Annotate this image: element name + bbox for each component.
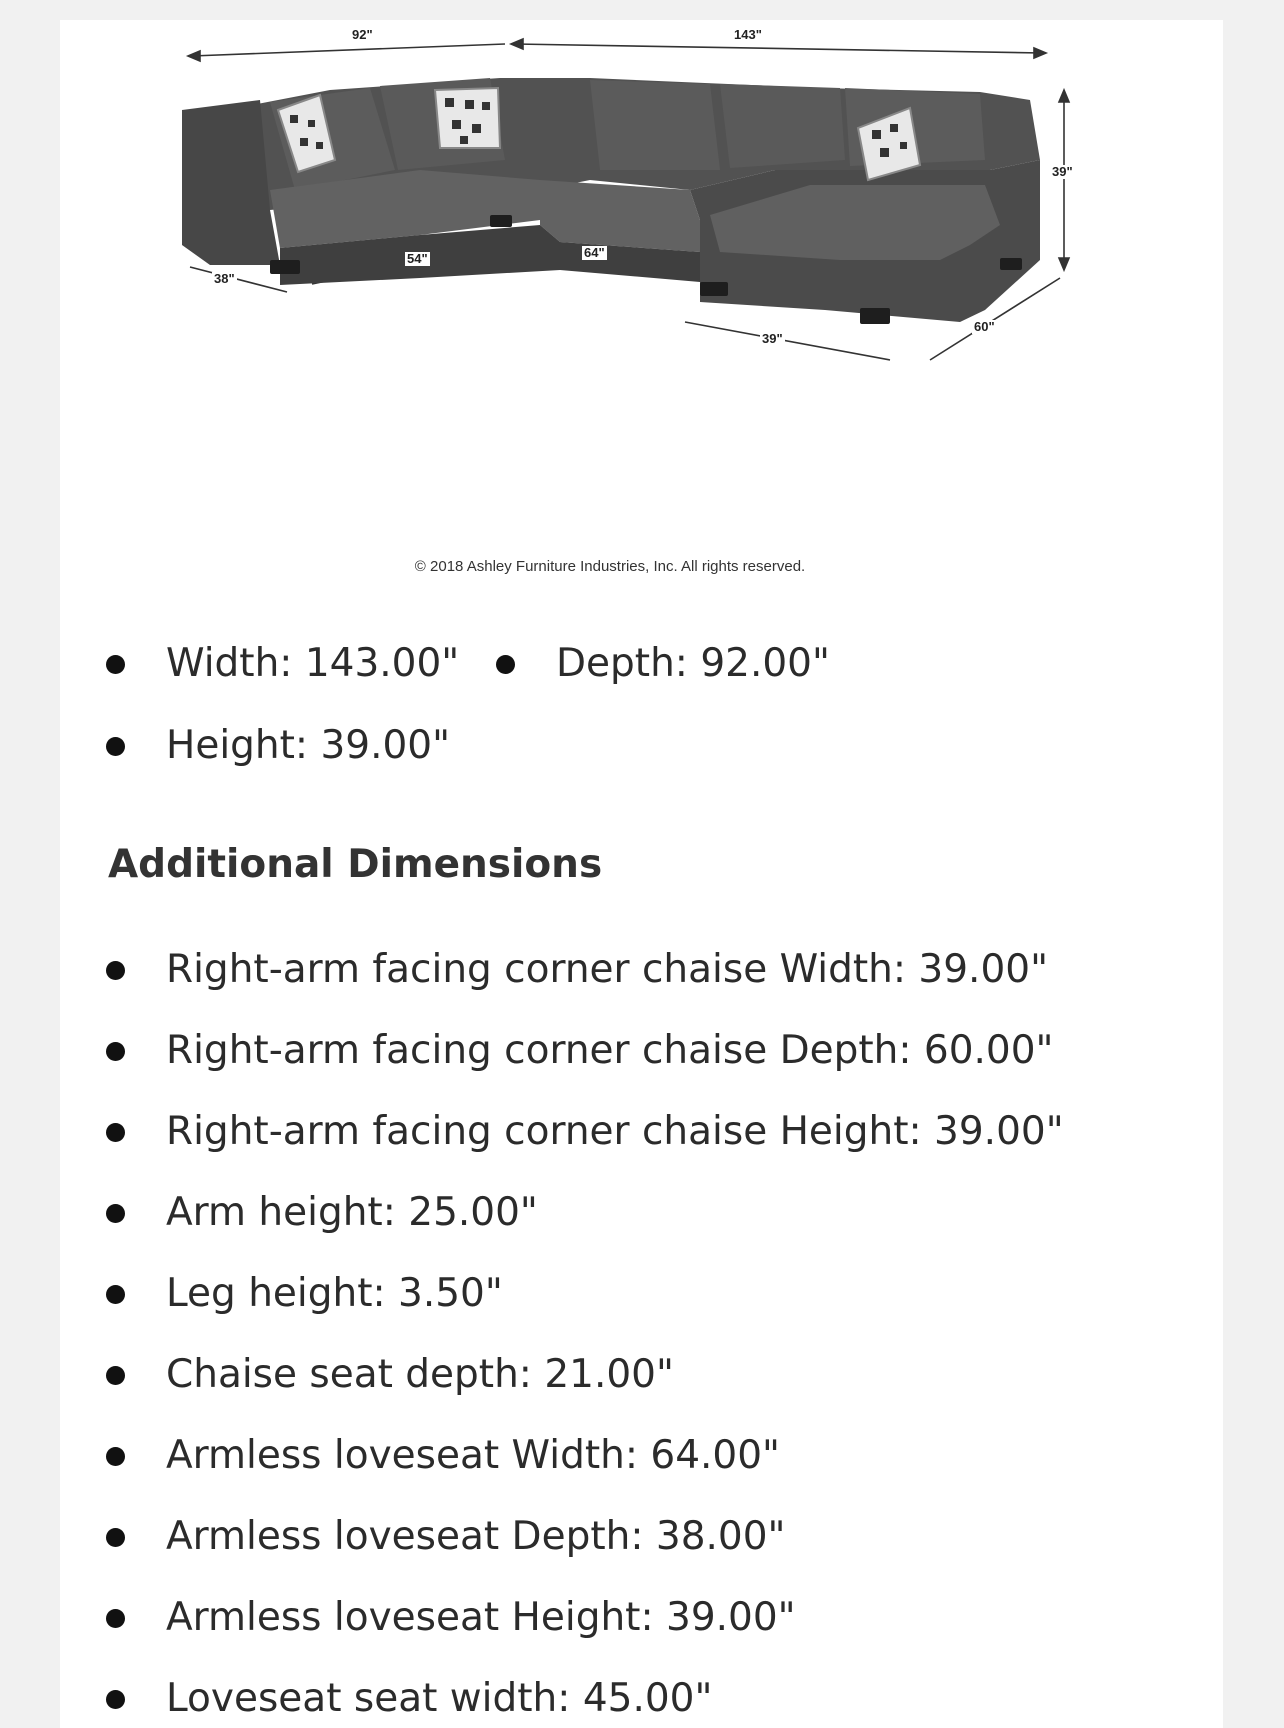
dim-label-middle-section: 64" bbox=[584, 245, 605, 260]
list-item: Chaise seat depth: 21.00" bbox=[166, 1352, 674, 1397]
list-item: Loveseat seat width: 45.00" bbox=[166, 1676, 713, 1721]
list-item-depth: Depth: 92.00" bbox=[556, 641, 830, 686]
dim-label-chaise-width: 39" bbox=[762, 331, 783, 346]
list-item: Armless loveseat Depth: 38.00" bbox=[166, 1514, 786, 1559]
list-item: Right-arm facing corner chaise Width: 39.00" bbox=[166, 947, 1049, 992]
product-dimensions-card bbox=[60, 20, 1223, 1728]
list-item: Armless loveseat Height: 39.00" bbox=[166, 1595, 796, 1640]
copyright-notice: © 2018 Ashley Furniture Industries, Inc. All rights reserved. bbox=[414, 558, 806, 575]
list-item: Leg height: 3.50" bbox=[166, 1271, 503, 1316]
list-item: Armless loveseat Width: 64.00" bbox=[166, 1433, 780, 1478]
dim-label-left-depth: 38" bbox=[214, 271, 235, 286]
sectional-diagram bbox=[120, 20, 1100, 580]
dim-label-depth-top: 92" bbox=[352, 27, 373, 42]
list-item-height: Height: 39.00" bbox=[166, 723, 451, 768]
additional-dimensions-heading: Additional Dimensions bbox=[108, 842, 603, 887]
dim-label-width-top: 143" bbox=[734, 27, 762, 42]
list-item: Right-arm facing corner chaise Height: 39.00" bbox=[166, 1109, 1064, 1154]
list-item-width: Width: 143.00" bbox=[166, 641, 460, 686]
list-item: Arm height: 25.00" bbox=[166, 1190, 538, 1235]
sectional-sofa-illustration bbox=[120, 20, 1100, 580]
list-item: Right-arm facing corner chaise Depth: 60.00" bbox=[166, 1028, 1054, 1073]
dim-label-left-section: 54" bbox=[407, 251, 428, 266]
dim-label-chaise-depth: 60" bbox=[974, 319, 995, 334]
dim-label-height: 39" bbox=[1052, 164, 1073, 179]
